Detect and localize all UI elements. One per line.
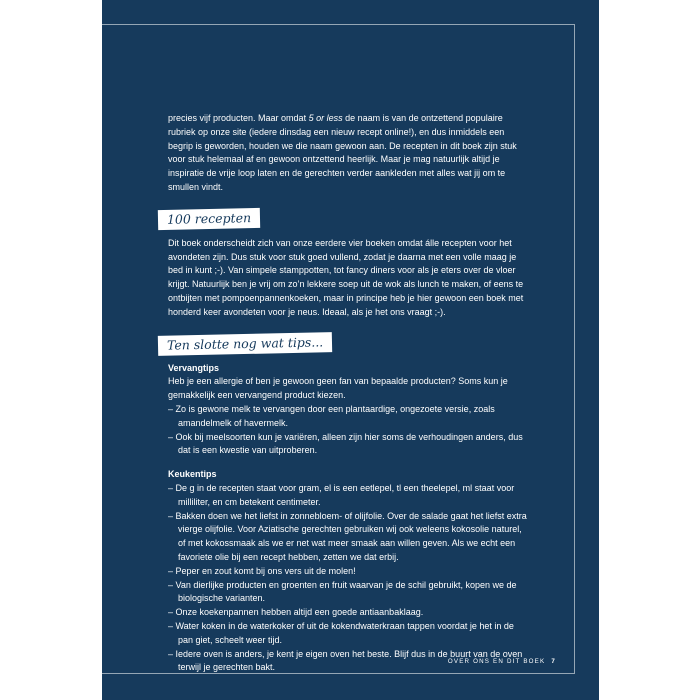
vervangtips-list: [168, 403, 528, 458]
list-item: – Iedere oven is anders, je kent je eigen oven het beste. Blijf dus in de buurt van de oven terwijl je gerechten bakt.: [168, 648, 523, 673]
section-heading-100-recepten: [158, 209, 528, 229]
list-item: – Bakken doen we het liefst in zonnebloem- of olijfolie. Over de salade gaat het liefst extra vierge olijfolie. Voor Aziatische gerechten gebruiken wij ook weleens kokosolie naturel, of met kokossmaak als we er net wat meer smaak aan willen geven. Als we echt een favoriete olie bij een recept hebben, zetten we dat erbij.: [168, 510, 527, 562]
intro-text-end: de naam is van de ontzettend populaire rubriek op onze site (iedere dinsdag een nieuw recept online!), en dus inmiddels een begrip is geworden, houden we die naam gewoon aan. De recepten in dit boek zijn stuk voor stuk helemaal af en gewoon ontzettend heerlijk. Maar je mag natuurlijk altijd je inspiratie de vrije loop laten en de gerechten verder aankleden met alles wat jij om te smullen vindt.: [168, 113, 517, 192]
intro-paragraph: [168, 112, 528, 195]
list-item: – Water koken in de waterkoker of uit de kokendwaterkraan tappen voordat je het in de pan giet, scheelt weer tijd.: [168, 620, 514, 645]
intro-rubric-name: 5 or less: [308, 113, 343, 123]
keukentips-list: [168, 482, 528, 675]
page-content: [168, 112, 528, 675]
intro-text-start: precies vijf producten. Maar omdat: [168, 113, 309, 123]
list-item: – Ook bij meelsoorten kun je variëren, alleen zijn hier soms de verhoudingen anders, dus dat is een kwestie van uitproberen.: [168, 431, 523, 456]
vervangtips-heading: Vervangtips: [168, 362, 220, 373]
list-item: – De g in de recepten staat voor gram, el is een eetlepel, tl een theelepel, ml staat voor milliliter, en cm betekent centimeter.: [168, 482, 515, 507]
running-footer-section: OVER ONS EN DIT BOEK: [447, 658, 546, 665]
section-title-tag: 100 recepten: [158, 208, 260, 230]
list-item: – Onze koekenpannen hebben altijd een goede antiaanbaklaag.: [168, 607, 424, 618]
section1-paragraph: Dit boek onderscheidt zich van onze eerdere vier boeken omdat álle recepten voor het avondeten zijn. Dus stuk voor stuk goed vullend, zodat je daarna met een volle maag je bed in kunt ;-). Van simpele stamppotten, tot fancy diners voor als je eters over de vloer krijgt. Natuurlijk ben je vrij om zo’n lekkere soep uit de wok als lunch te maken, of eens te ontbijten met pompoenpannenkoeken, maar in principe heb je hier gewoon een boek met honderd keer avondeten voor je neus. Ideaal, als je het ons vraagt ;-).: [168, 237, 524, 317]
page-number: 7: [551, 658, 556, 665]
keukentips-heading: Keukentips: [168, 469, 217, 480]
list-item: – Zo is gewone melk te vervangen door een plantaardige, ongezoete versie, zoals amandelmelk of havermelk.: [168, 403, 495, 428]
page-footer: [448, 658, 556, 665]
book-page: [102, 0, 599, 700]
list-item: – Van dierlijke producten en groenten en fruit waarvan je de schil gebruikt, kopen we de biologische varianten.: [168, 579, 517, 604]
section-heading-tips: [158, 334, 528, 354]
section-title-tag: Ten slotte nog wat tips...: [158, 332, 333, 356]
list-item: – Peper en zout komt bij ons vers uit de molen!: [168, 565, 356, 576]
vervangtips-intro: Heb je een allergie of ben je gewoon geen fan van bepaalde producten? Soms kun je gemakkelijk een vervangend product kiezen.: [168, 376, 508, 401]
